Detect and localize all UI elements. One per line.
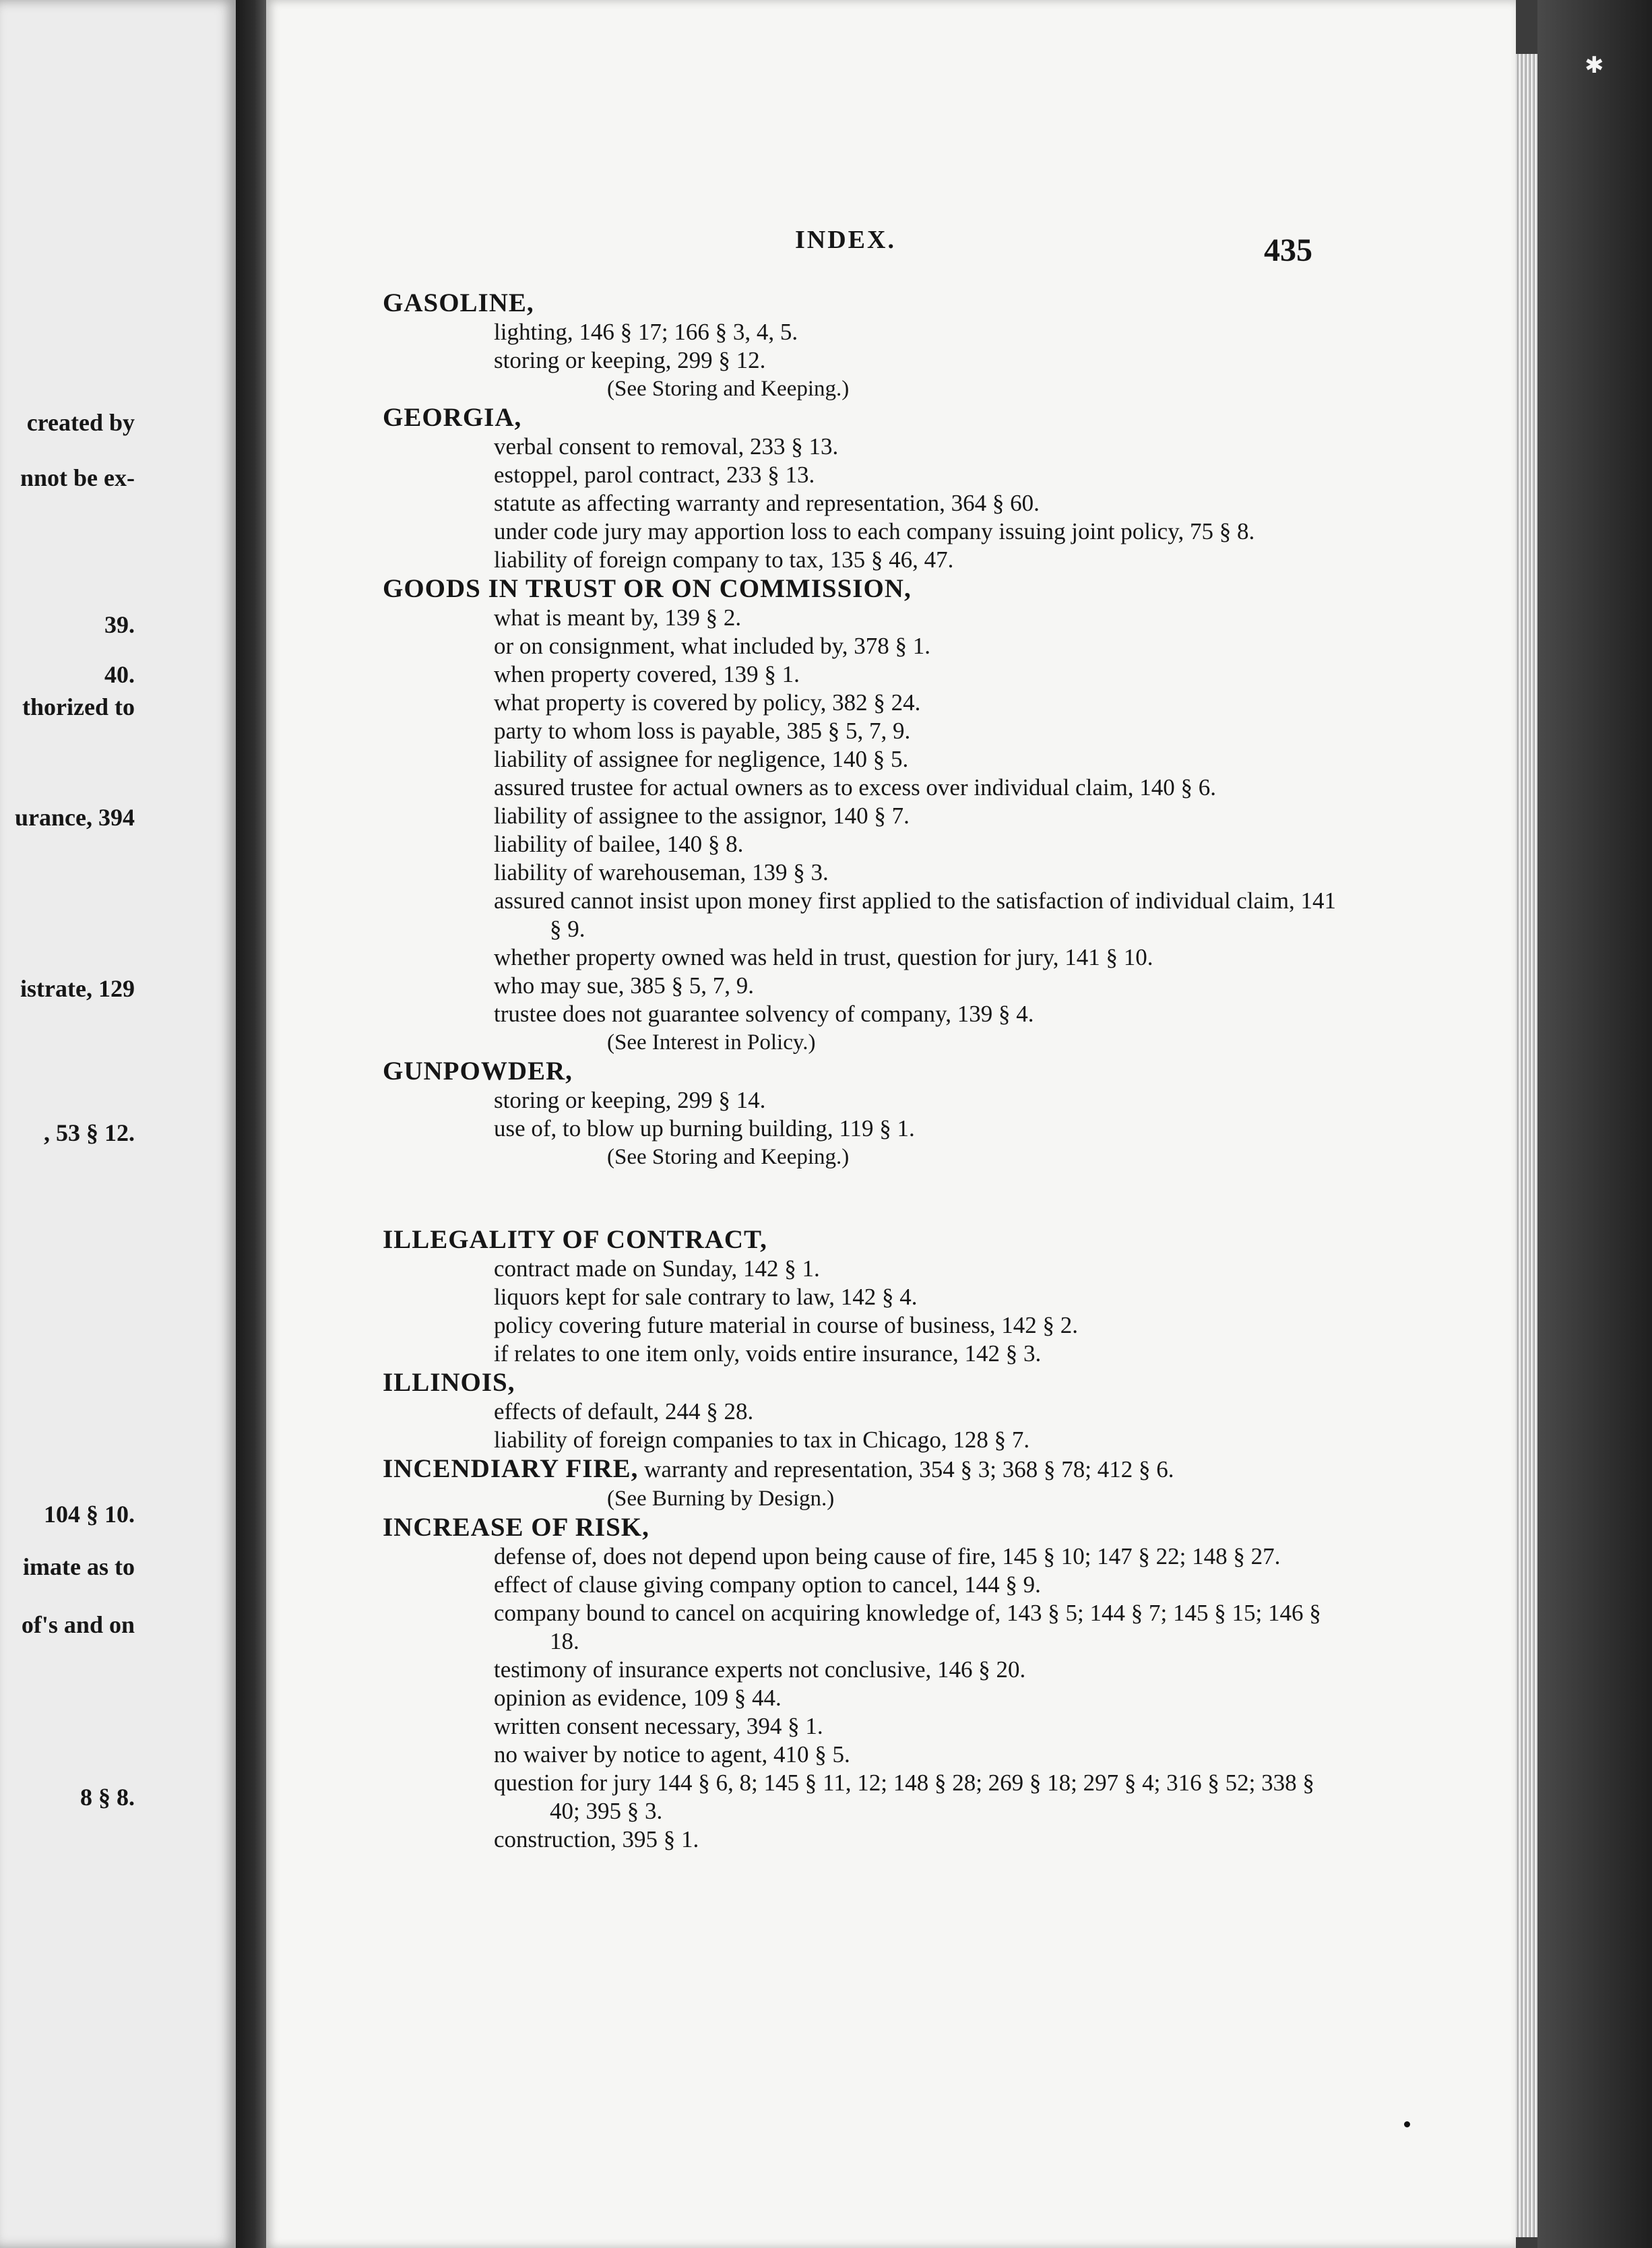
index-subentry: storing or keeping, 299 § 12. [494, 347, 766, 373]
index-heading-text: ILLINOIS, [383, 1368, 515, 1397]
page-number: 435 [1264, 232, 1312, 268]
left-page-fragment: imate as to [23, 1553, 135, 1580]
section-gap [383, 1171, 1339, 1225]
left-page-fragment: 40. [104, 661, 135, 688]
index-subentry: contract made on Sunday, 142 § 1. [494, 1255, 820, 1282]
left-page-fragment: nnot be ex- [20, 464, 135, 491]
index-entries [383, 288, 1339, 1854]
index-heading-tail: warranty and representation, 354 § 3; 368 § 78; 412 § 6. [638, 1456, 1174, 1482]
index-subentry: estoppel, parol contract, 233 § 13. [494, 462, 815, 488]
index-heading-text: GEORGIA, [383, 403, 522, 432]
left-page-fragment: urance, 394 [15, 804, 135, 831]
index-heading-text: GOODS IN TRUST OR ON COMMISSION, [383, 574, 912, 603]
index-subentry: liquors kept for sale contrary to law, 142 § 4. [494, 1284, 918, 1310]
index-heading [383, 1454, 1339, 1485]
see-reference: (See Storing and Keeping.) [607, 377, 850, 401]
see-reference: (See Burning by Design.) [607, 1487, 835, 1511]
page-edge [1516, 54, 1537, 2237]
left-page [0, 0, 236, 2248]
index-subentry: effects of default, 244 § 28. [494, 1398, 754, 1425]
index-subentry: storing or keeping, 299 § 14. [494, 1087, 766, 1113]
left-page-fragment: thorized to [22, 693, 135, 720]
index-subentry: who may sue, 385 § 5, 7, 9. [494, 972, 754, 999]
index-heading [383, 1225, 1339, 1255]
index-subentry: use of, to blow up burning building, 119 § 1. [494, 1115, 915, 1142]
index-subentry: or on consignment, what included by, 378 § 1. [494, 633, 931, 659]
index-heading [383, 288, 1339, 318]
background-right [1537, 0, 1652, 2248]
index-heading-text: GUNPOWDER, [383, 1057, 573, 1086]
index-subentry: lighting, 146 § 17; 166 § 3, 4, 5. [494, 319, 798, 345]
index-subentry: question for jury 144 § 6, 8; 145 § 11, 12; 148 § 28; 269 § 18; 297 § 4; 316 § 52; 338 § 40; 395 § 3. [494, 1770, 1314, 1824]
left-page-fragment: created by [26, 409, 135, 436]
index-subentry: company bound to cancel on acquiring knowledge of, 143 § 5; 144 § 7; 145 § 15; 146 § 18. [494, 1600, 1321, 1654]
left-page-fragment: of's and on [21, 1611, 135, 1638]
index-subentry: no waiver by notice to agent, 410 § 5. [494, 1741, 850, 1768]
index-subentry: assured trustee for actual owners as to excess over individual claim, 140 § 6. [494, 774, 1217, 801]
index-subentry: liability of bailee, 140 § 8. [494, 831, 744, 857]
index-subentry: opinion as evidence, 109 § 44. [494, 1685, 782, 1711]
index-subentry: effect of clause giving company option to cancel, 144 § 9. [494, 1571, 1041, 1598]
index-subentry: when property covered, 139 § 1. [494, 661, 800, 687]
index-subentry: policy covering future material in course of business, 142 § 2. [494, 1312, 1079, 1338]
index-subentry: trustee does not guarantee solvency of company, 139 § 4. [494, 1001, 1034, 1027]
index-heading-text: GASOLINE, [383, 288, 534, 317]
index-heading [383, 403, 1339, 433]
index-subentry: if relates to one item only, voids entire insurance, 142 § 3. [494, 1340, 1042, 1367]
corner-mark-icon: ✱ [1585, 53, 1604, 78]
index-subentry: statute as affecting warranty and representation, 364 § 60. [494, 490, 1040, 516]
index-heading [383, 1368, 1339, 1398]
left-page-fragment: 39. [104, 611, 135, 638]
left-page-fragment: istrate, 129 [20, 975, 135, 1002]
index-subentry: verbal consent to removal, 233 § 13. [494, 433, 839, 460]
index-heading-text: ILLEGALITY OF CONTRACT, [383, 1225, 767, 1254]
index-subentry: under code jury may apportion loss to each company issuing joint policy, 75 § 8. [494, 518, 1255, 544]
index-heading [383, 1057, 1339, 1086]
index-heading-text: INCENDIARY FIRE, [383, 1454, 639, 1483]
index-subentry: assured cannot insist upon money first applied to the satisfaction of individual claim, 141 § 9. [494, 887, 1337, 942]
index-subentry: defense of, does not depend upon being cause of fire, 145 § 10; 147 § 22; 148 § 27. [494, 1543, 1281, 1569]
index-subentry: what is meant by, 139 § 2. [494, 604, 742, 631]
index-subentry: testimony of insurance experts not conclusive, 146 § 20. [494, 1656, 1026, 1683]
left-page-fragment: , 53 § 12. [44, 1119, 135, 1146]
left-page-fragment: 8 § 8. [80, 1784, 135, 1811]
index-subentry: construction, 395 § 1. [494, 1826, 699, 1852]
index-subentry: whether property owned was held in trust, question for jury, 141 § 10. [494, 944, 1153, 970]
see-reference: (See Interest in Policy.) [607, 1030, 816, 1055]
index-subentry: liability of assignee for negligence, 140 § 5. [494, 746, 909, 772]
ink-dot [1404, 2121, 1410, 2127]
index-subentry: liability of foreign company to tax, 135 § 46, 47. [494, 547, 954, 573]
index-subentry: liability of foreign companies to tax in Chicago, 128 § 7. [494, 1427, 1030, 1453]
index-subentry: party to whom loss is payable, 385 § 5, 7, 9. [494, 718, 911, 744]
index-heading [383, 574, 1339, 604]
left-page-fragment: 104 § 10. [44, 1501, 135, 1528]
index-heading-text: INCREASE OF RISK, [383, 1513, 649, 1542]
index-subentry: what property is covered by policy, 382 § 24. [494, 689, 921, 716]
running-header: INDEX. [795, 226, 896, 254]
index-subentry: liability of warehouseman, 139 § 3. [494, 859, 829, 885]
see-reference: (See Storing and Keeping.) [607, 1145, 850, 1169]
book-gutter [236, 0, 266, 2248]
index-heading [383, 1513, 1339, 1542]
index-subentry: written consent necessary, 394 § 1. [494, 1713, 823, 1739]
index-subentry: liability of assignee to the assignor, 140 § 7. [494, 803, 910, 829]
